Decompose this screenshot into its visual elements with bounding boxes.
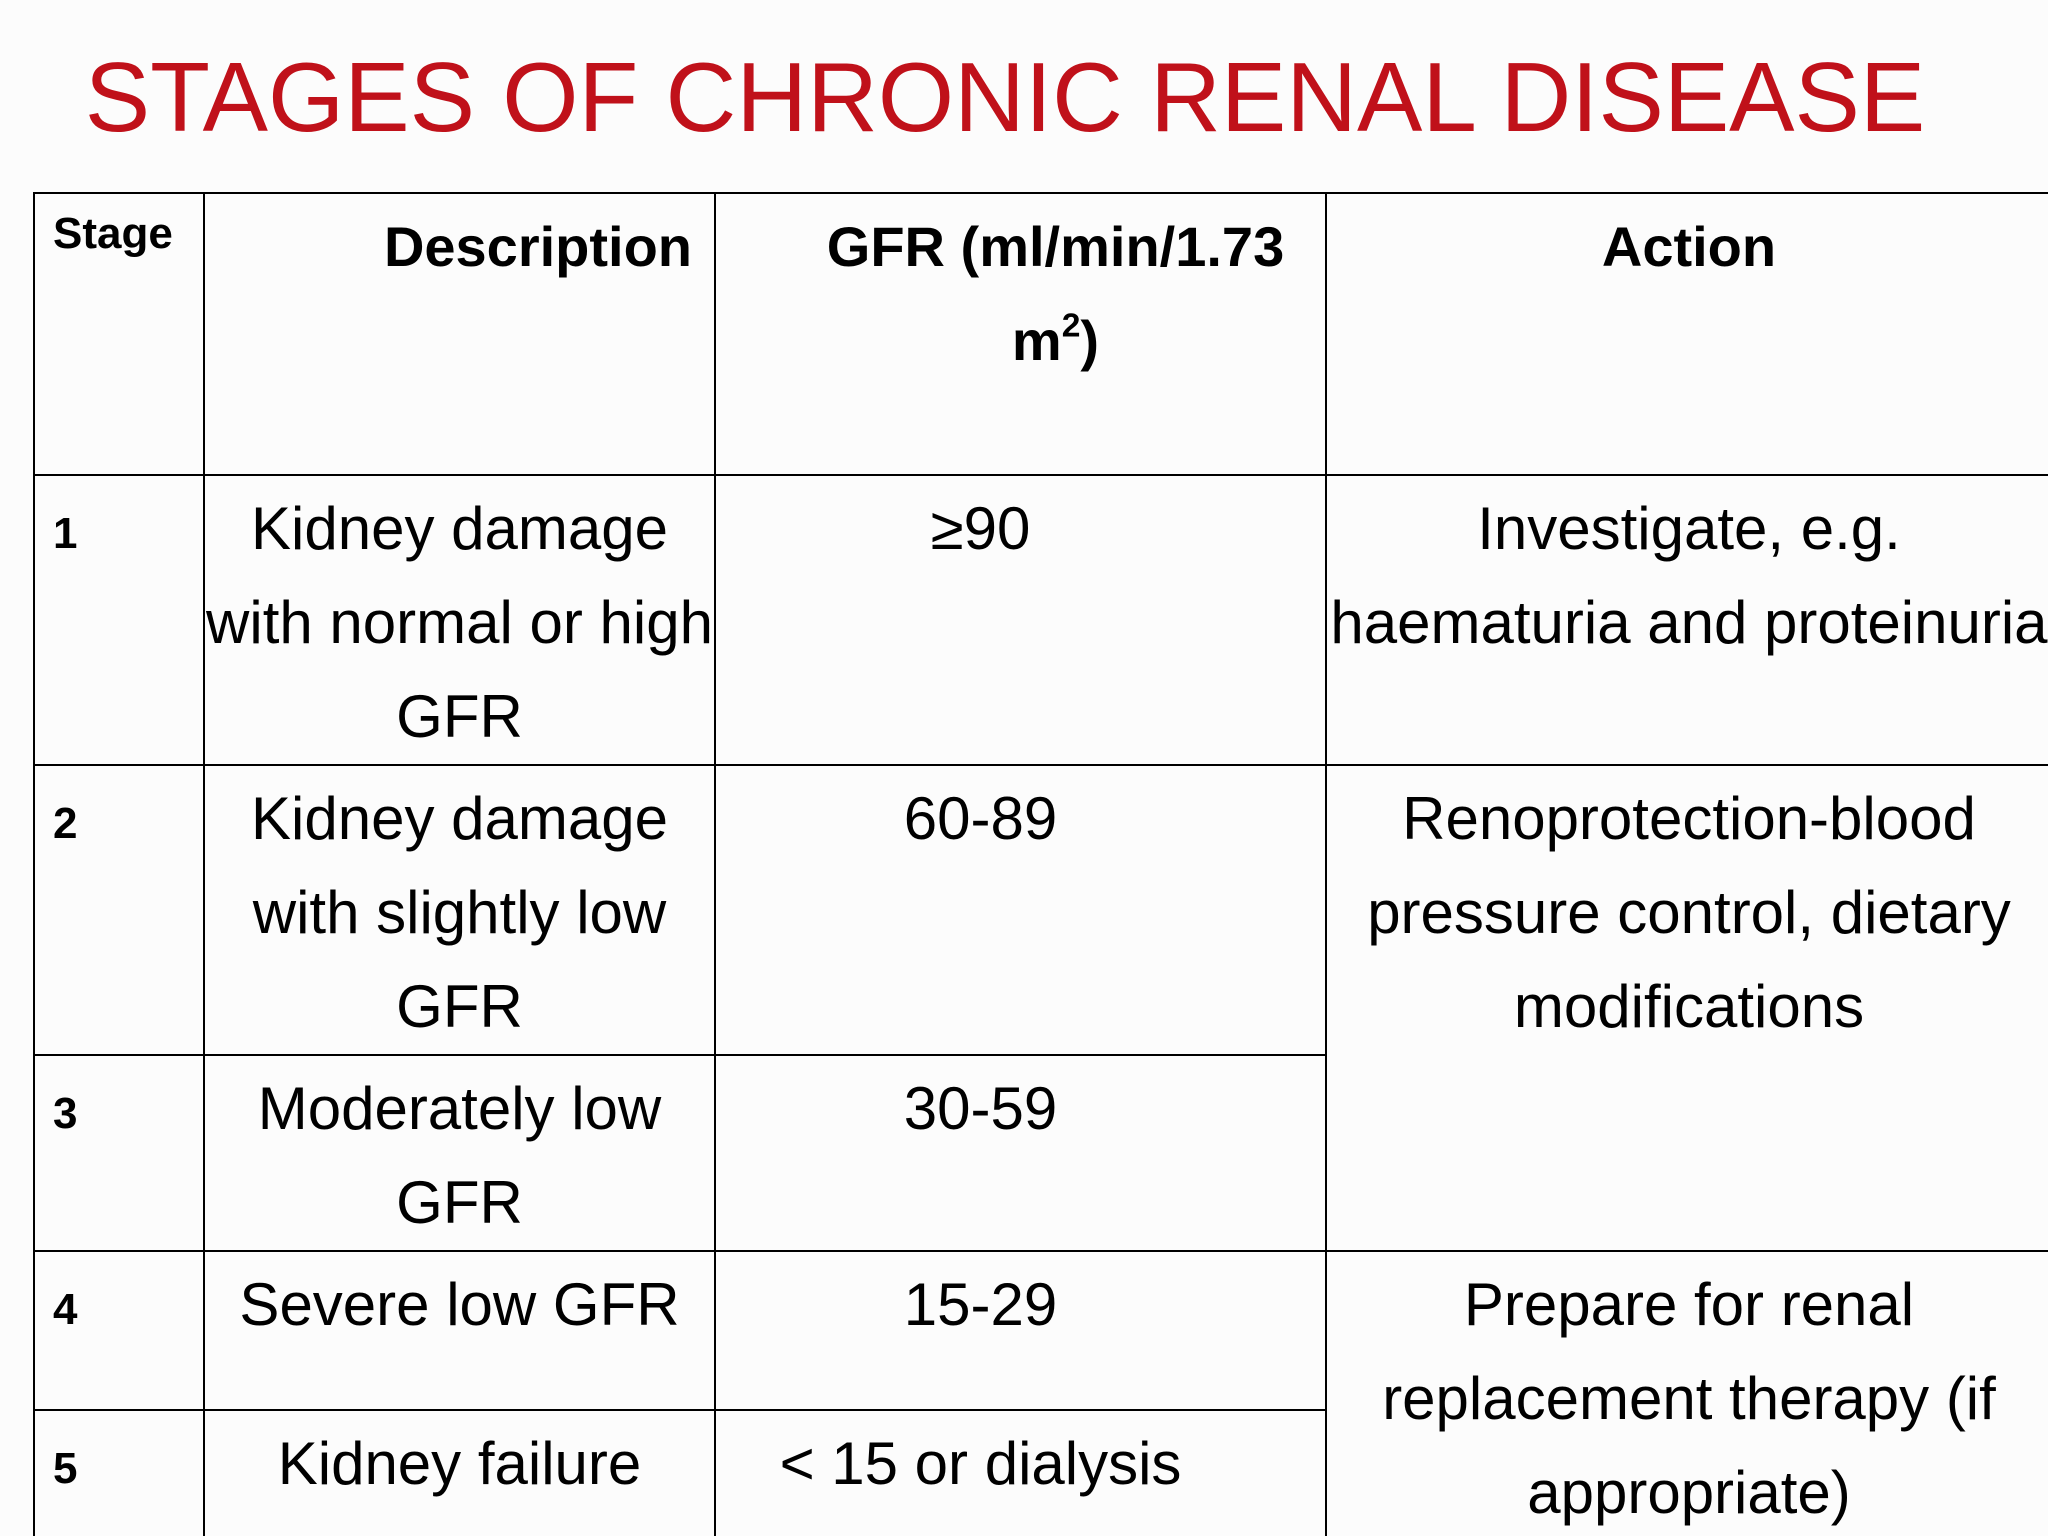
stage-cell: 1	[34, 475, 204, 765]
table-row	[34, 765, 2048, 1055]
header-gfr	[715, 193, 1326, 475]
gfr-cell: ≥90	[715, 475, 1326, 765]
stage-cell: 4	[34, 1251, 204, 1410]
action-cell: Renoprotection-blood pressure control, dietary modifications	[1326, 765, 2048, 1251]
header-stage: Stage	[34, 193, 204, 475]
header-description: Description	[204, 193, 715, 475]
gfr-cell: < 15 or dialysis	[715, 1410, 1326, 1536]
slide-title: STAGES OF CHRONIC RENAL DISEASE	[84, 42, 1926, 152]
action-cell: Prepare for renal replacement therapy (if appropriate)	[1326, 1251, 2048, 1536]
header-action: Action	[1326, 193, 2048, 475]
description-cell: Severe low GFR	[204, 1251, 715, 1410]
stage-cell: 2	[34, 765, 204, 1055]
stage-cell: 5	[34, 1410, 204, 1536]
header-gfr-text: GFR (ml/min/1.73 m	[826, 215, 1285, 372]
description-cell: Kidney damage with normal or high GFR	[204, 475, 715, 765]
action-cell: Investigate, e.g. haematuria and proteinuria	[1326, 475, 2048, 765]
header-gfr-superscript: 2	[1061, 307, 1081, 345]
ckd-stages-table	[33, 192, 2048, 1536]
stage-cell: 3	[34, 1055, 204, 1251]
gfr-cell: 30-59	[715, 1055, 1326, 1251]
description-cell: Kidney failure	[204, 1410, 715, 1536]
gfr-cell: 60-89	[715, 765, 1326, 1055]
table-row	[34, 1251, 2048, 1410]
description-cell: Kidney damage with slightly low GFR	[204, 765, 715, 1055]
table-header-row	[34, 193, 2048, 475]
table-row	[34, 475, 2048, 765]
description-cell: Moderately low GFR	[204, 1055, 715, 1251]
gfr-cell: 15-29	[715, 1251, 1326, 1410]
header-gfr-close: )	[1080, 309, 1100, 372]
